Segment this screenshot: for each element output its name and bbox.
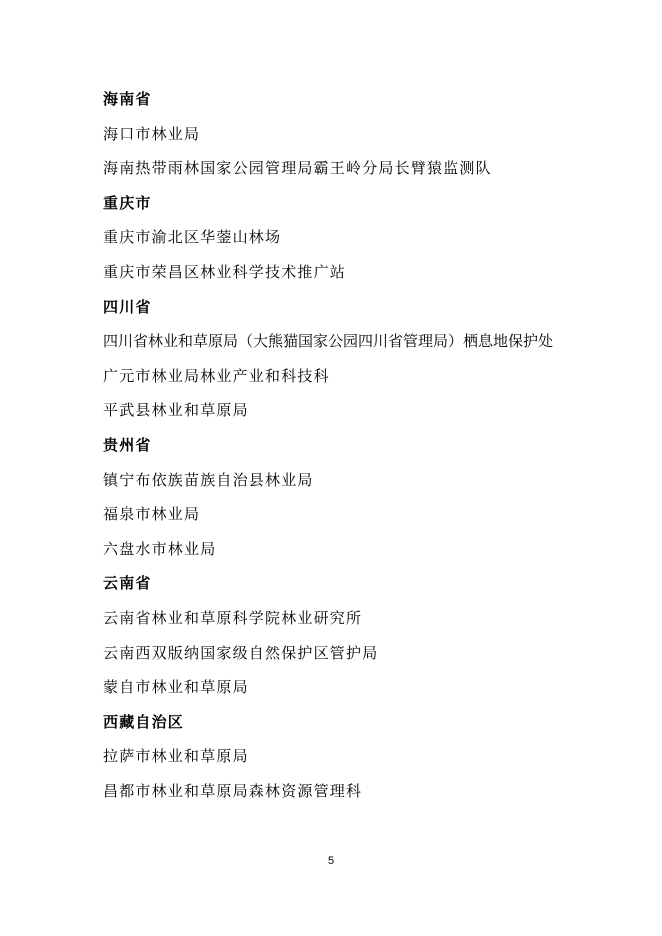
list-item: 昌都市林业和草原局森林资源管理科 — [103, 781, 363, 800]
list-item: 四川省林业和草原局（大熊猫国家公园四川省管理局）栖息地保护处 — [103, 332, 554, 351]
list-item: 蒙自市林业和草原局 — [103, 678, 249, 697]
section-heading: 西藏自治区 — [103, 712, 185, 731]
list-item: 重庆市荣昌区林业科学技术推广站 — [103, 262, 347, 281]
list-item: 云南西双版纳国家级自然保护区管护局 — [103, 643, 379, 662]
list-item: 六盘水市林业局 — [103, 539, 217, 558]
list-item: 福泉市林业局 — [103, 505, 201, 524]
section-heading: 云南省 — [103, 574, 152, 593]
document-body — [103, 88, 623, 814]
section-heading: 重庆市 — [103, 193, 152, 212]
list-item: 拉萨市林业和草原局 — [103, 747, 249, 766]
section-heading: 贵州省 — [103, 435, 152, 454]
list-item: 海口市林业局 — [103, 124, 201, 143]
section-heading: 四川省 — [103, 297, 152, 316]
list-item: 广元市林业局林业产业和科技科 — [103, 366, 330, 385]
section-heading: 海南省 — [103, 90, 152, 108]
list-item: 镇宁布依族苗族自治县林业局 — [103, 470, 314, 489]
page-number: 5 — [327, 855, 335, 867]
list-item: 重庆市渝北区华蓥山林场 — [103, 228, 282, 247]
list-item: 平武县林业和草原局 — [103, 401, 249, 420]
list-item: 海南热带雨林国家公园管理局霸王岭分局长臂猿监测队 — [103, 159, 492, 178]
list-item: 云南省林业和草原科学院林业研究所 — [103, 608, 363, 627]
